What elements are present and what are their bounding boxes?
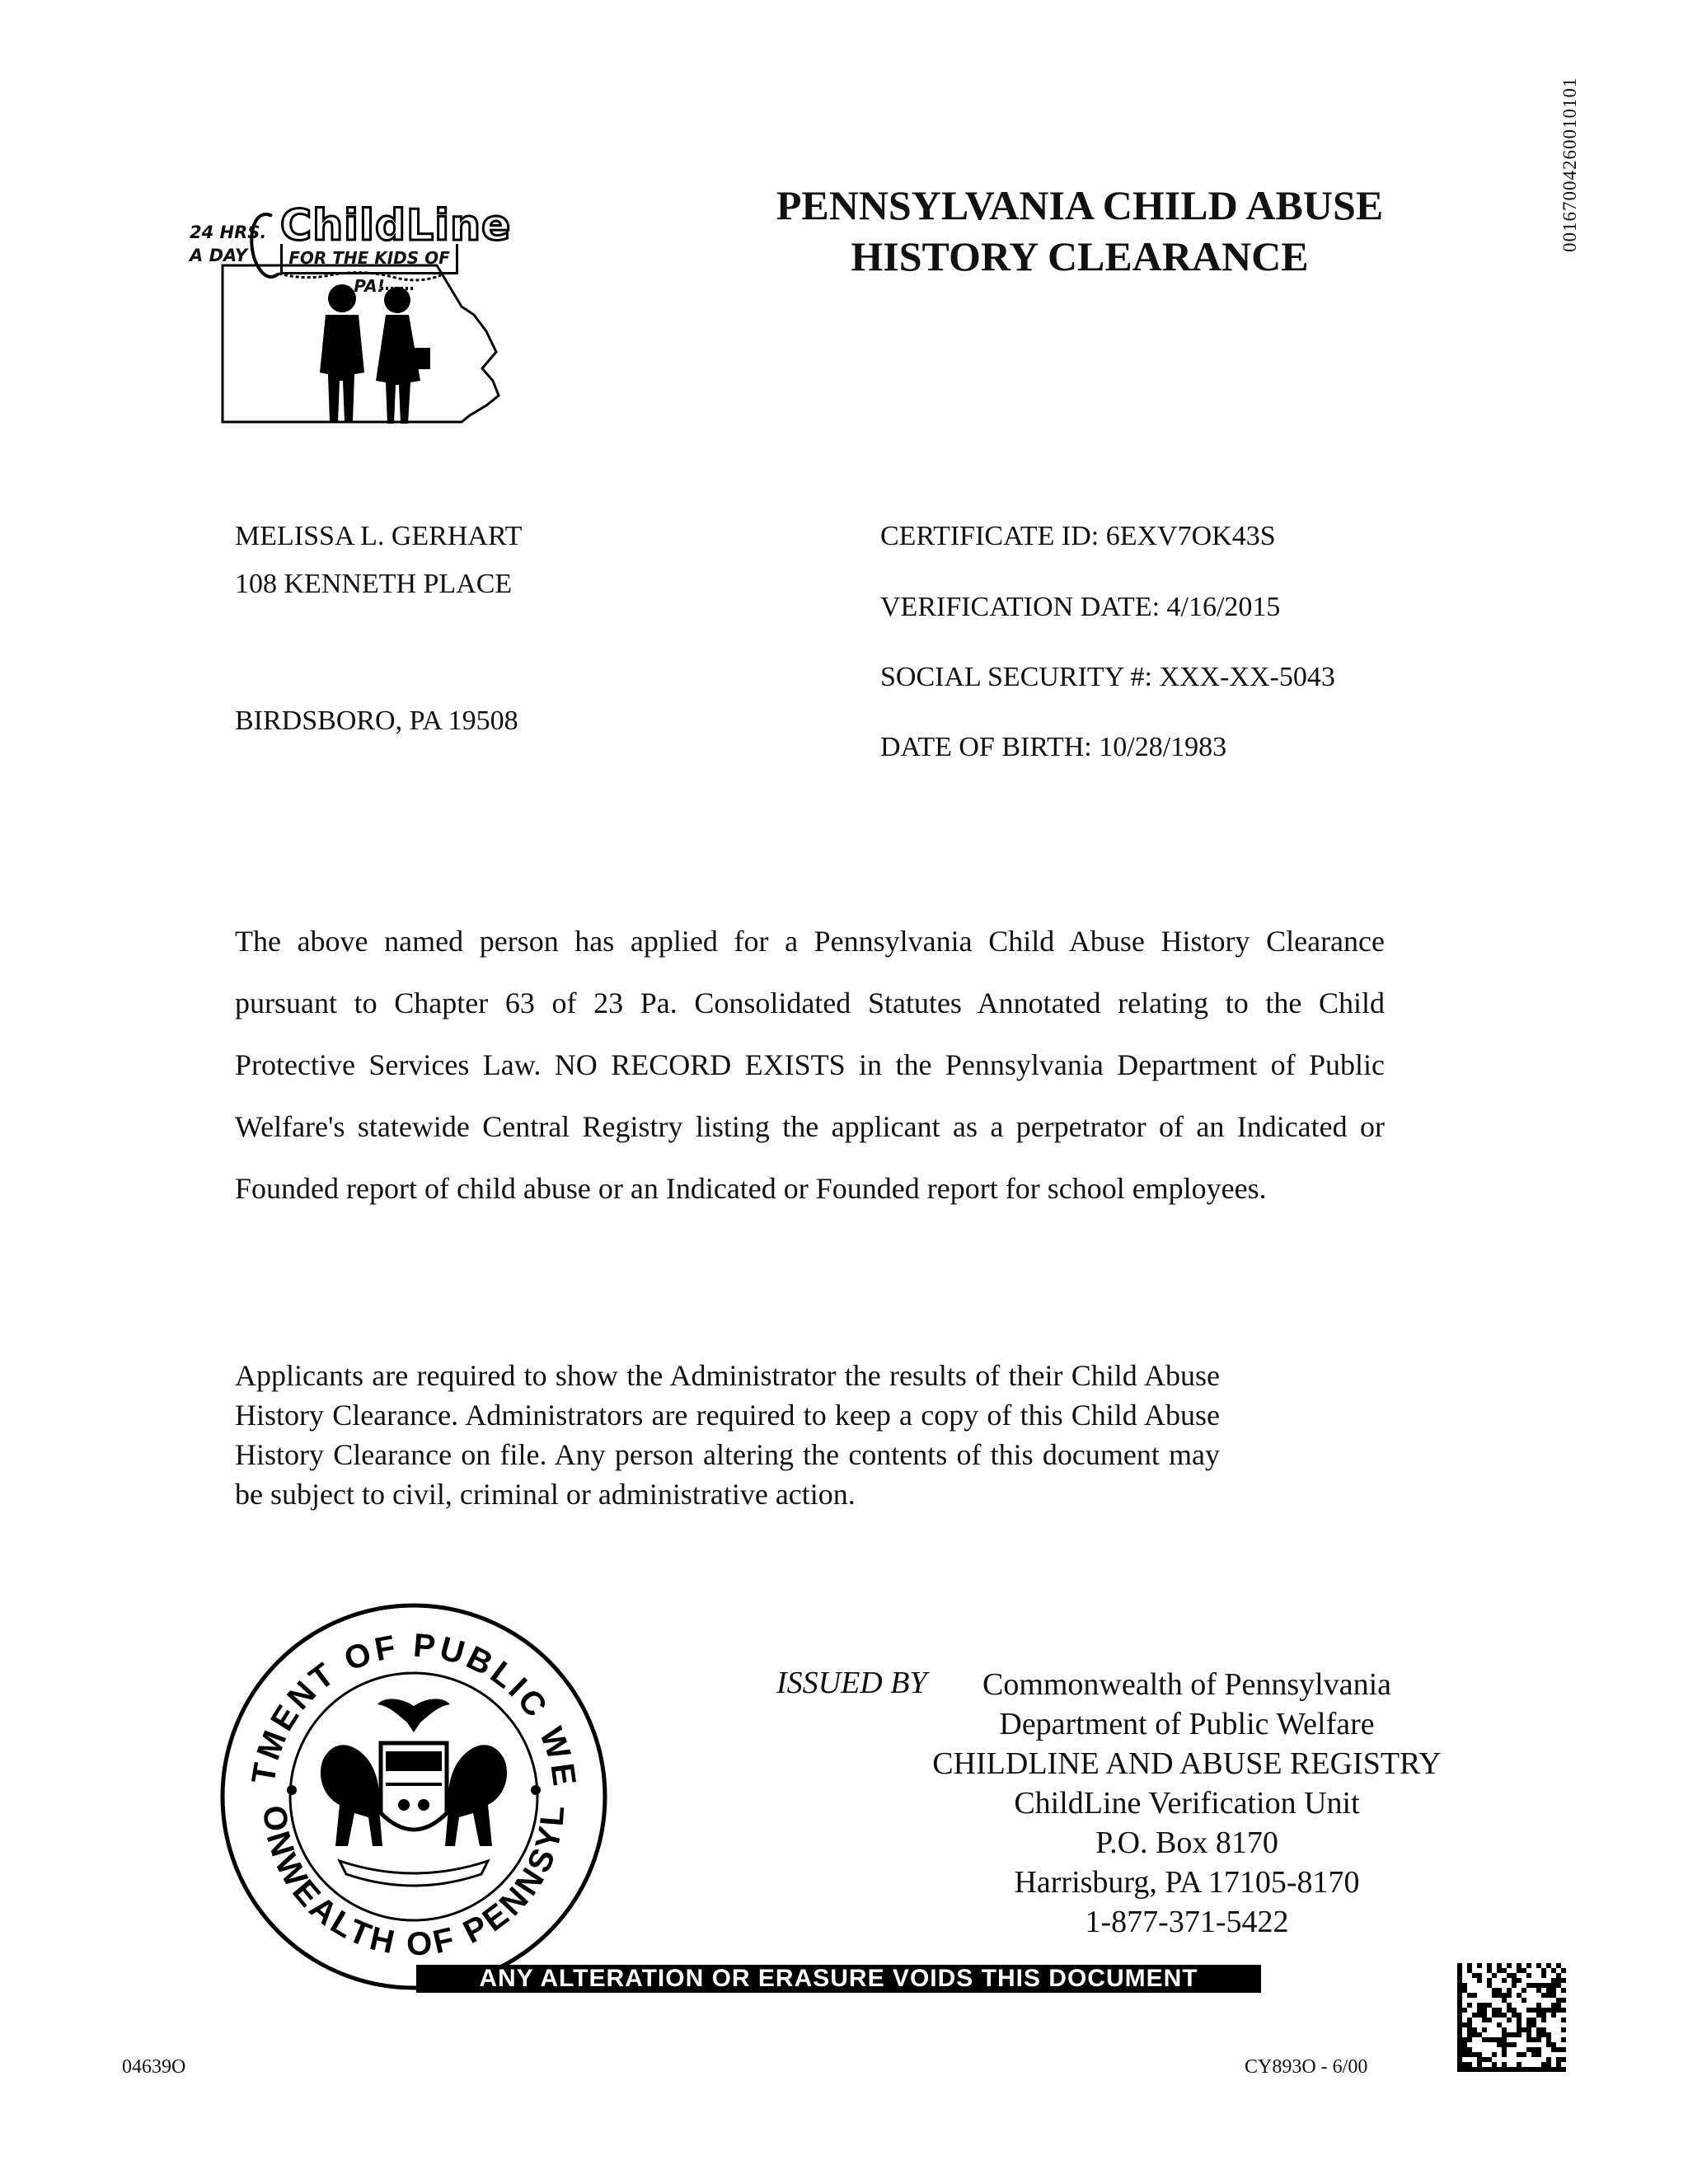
verification-date: VERIFICATION DATE: 4/16/2015	[880, 592, 1281, 622]
social-security-number: SOCIAL SECURITY #: XXX-XX-5043	[880, 662, 1335, 692]
applicant-street: 108 KENNETH PLACE	[235, 569, 513, 599]
document-serial-number: 0016700426001010​1	[1559, 77, 1580, 253]
document-title	[717, 180, 1442, 282]
certificate-id: CERTIFICATE ID: 6EXV7OK43S	[880, 521, 1276, 551]
department-seal	[216, 1599, 612, 1994]
seal-top-text: TMENT OF PUBLIC WE	[245, 1627, 584, 1792]
logo-a-day-text: A DAY	[190, 246, 248, 265]
commonwealth-seal-icon	[216, 1599, 612, 1994]
seal-bottom-text: ONWEALTH OF PENNSYL	[256, 1803, 572, 1963]
issuer-line-7: 1-877-371-5422	[1085, 1905, 1289, 1939]
applicant-name: MELISSA L. GERHART	[235, 521, 523, 551]
datamatrix-barcode-icon	[1457, 1963, 1566, 2072]
issuer-line-4: ChildLine Verification Unit	[1014, 1786, 1360, 1821]
issuer-line-2: Department of Public Welfare	[999, 1707, 1375, 1741]
logo-tagline: FOR THE KIDS OF PA!	[280, 244, 458, 274]
title-line-2: HISTORY CLEARANCE	[851, 233, 1309, 279]
footer-left-code: 04639O	[122, 2056, 186, 2078]
clearance-statement: The above named person has applied for a Pennsylvania Child Abuse History Clearance pursuant to Chapter 63 of 23 Pa. Consolidated Statutes Annotated relating to the Child Protective Services Law. NO RECORD EXISTS in the Pennsylvania Department of Public Welfare's statewide Central Registry listing the applicant as a perpetrator of an Indicated or Founded report of child abuse or an Indicated or Founded report for school employees.	[235, 925, 1385, 1205]
logo-childline-text: ChildLine	[280, 201, 512, 251]
issuer-line-3: CHILDLINE AND ABUSE REGISTRY	[932, 1746, 1442, 1781]
issuer-line-1: Commonwealth of Pennsylvania	[982, 1667, 1392, 1702]
date-of-birth: DATE OF BIRTH: 10/28/1983	[880, 732, 1227, 762]
issuer-line-5: P.O. Box 8170	[1095, 1825, 1278, 1860]
issuer-line-6: Harrisburg, PA 17105-8170	[1014, 1865, 1360, 1900]
logo-24hrs-text: 24 HRS.	[190, 223, 267, 242]
issuer-address	[915, 1665, 1459, 1942]
footer-form-number: CY893O - 6/00	[1245, 2056, 1368, 2078]
applicant-city: BIRDSBORO, PA 19508	[235, 705, 518, 736]
issued-by-label: ISSUED BY	[776, 1666, 927, 1700]
title-line-1: PENNSYLVANIA CHILD ABUSE	[776, 182, 1384, 228]
alteration-warning-banner: ANY ALTERATION OR ERASURE VOIDS THIS DOCUMENT	[416, 1965, 1261, 1993]
childline-logo	[190, 183, 511, 430]
administrator-notice: Applicants are required to show the Administrator the results of their Child Abuse History Clearance. Administrators are required to keep a copy of this Child Abuse History Clearance on file. Any person altering the contents of this document may be subject to civil, criminal or administrative action.	[235, 1359, 1220, 1511]
